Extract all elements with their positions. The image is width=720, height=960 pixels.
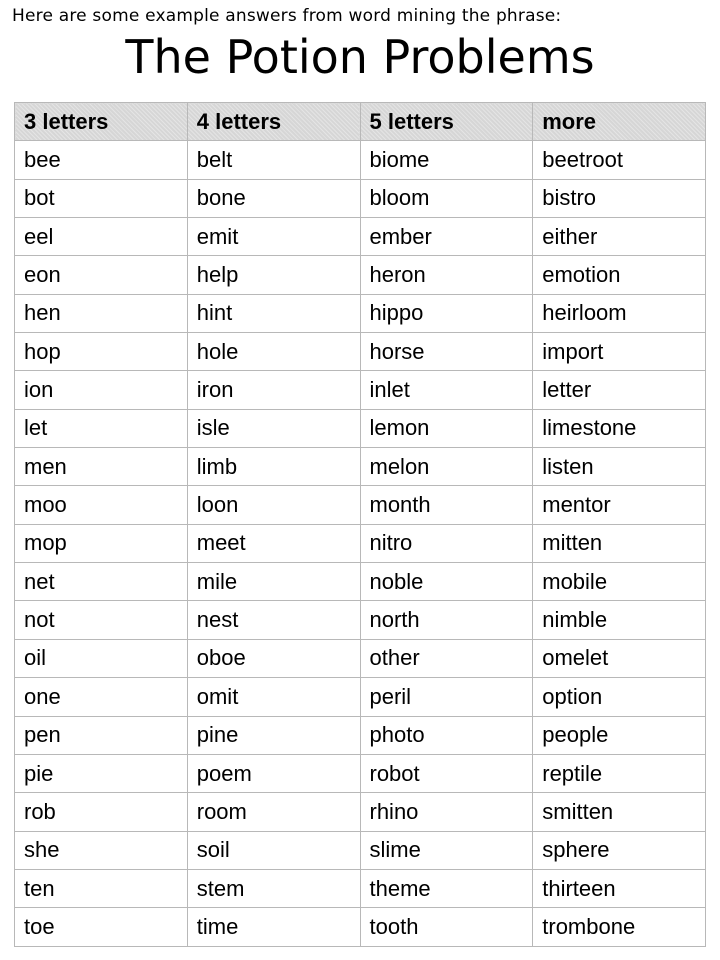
table-row [15,831,706,869]
table-row [15,639,706,677]
4-letter-word-cell: hint [187,294,360,332]
4-letter-word-cell: room [187,793,360,831]
table-row [15,908,706,946]
table-row [15,294,706,332]
longer-word-cell: thirteen [533,869,706,907]
5-letter-word-cell: other [360,639,533,677]
4-letter-word-cell: hole [187,333,360,371]
4-letter-word-cell: bone [187,179,360,217]
3-letter-word-cell: one [15,678,188,716]
table-row [15,448,706,486]
5-letter-word-cell: horse [360,333,533,371]
longer-word-cell: either [533,218,706,256]
3-letter-word-cell: oil [15,639,188,677]
table-row [15,524,706,562]
3-letter-word-cell: ion [15,371,188,409]
longer-word-cell: option [533,678,706,716]
longer-word-cell: reptile [533,754,706,792]
table-row [15,218,706,256]
5-letter-word-cell: north [360,601,533,639]
intro-text: Here are some example answers from word mining the phrase: [12,6,562,26]
table-row [15,141,706,179]
longer-word-cell: nimble [533,601,706,639]
word-table [14,102,706,947]
3-letter-word-cell: rob [15,793,188,831]
3-letter-word-cell: men [15,448,188,486]
table-header-row [15,103,706,141]
4-letter-word-cell: poem [187,754,360,792]
longer-word-cell: listen [533,448,706,486]
longer-word-cell: mitten [533,524,706,562]
table-row [15,179,706,217]
4-letter-word-cell: pine [187,716,360,754]
longer-word-cell: heirloom [533,294,706,332]
4-letter-word-cell: time [187,908,360,946]
3-letter-word-cell: mop [15,524,188,562]
3-letter-word-cell: net [15,563,188,601]
table-row [15,754,706,792]
3-letter-word-cell: toe [15,908,188,946]
4-letter-word-cell: soil [187,831,360,869]
5-letter-word-cell: peril [360,678,533,716]
5-letter-word-cell: photo [360,716,533,754]
3-letter-word-cell: pie [15,754,188,792]
3-letter-word-cell: hen [15,294,188,332]
5-letter-word-cell: ember [360,218,533,256]
4-letter-word-cell: limb [187,448,360,486]
5-letter-word-cell: tooth [360,908,533,946]
table-row [15,869,706,907]
5-letter-word-cell: month [360,486,533,524]
longer-word-cell: sphere [533,831,706,869]
5-letter-word-cell: rhino [360,793,533,831]
4-letter-word-cell: loon [187,486,360,524]
3-letter-word-cell: ten [15,869,188,907]
3-letter-word-cell: moo [15,486,188,524]
column-header-4-letters: 4 letters [187,103,360,141]
5-letter-word-cell: biome [360,141,533,179]
longer-word-cell: bistro [533,179,706,217]
table-row [15,333,706,371]
4-letter-word-cell: help [187,256,360,294]
table-row [15,256,706,294]
table-row [15,563,706,601]
table-row [15,409,706,447]
table-row [15,793,706,831]
table-row [15,371,706,409]
5-letter-word-cell: robot [360,754,533,792]
table-row [15,486,706,524]
page-title: The Potion Problems [125,30,595,84]
5-letter-word-cell: lemon [360,409,533,447]
longer-word-cell: mobile [533,563,706,601]
5-letter-word-cell: slime [360,831,533,869]
4-letter-word-cell: isle [187,409,360,447]
3-letter-word-cell: let [15,409,188,447]
longer-word-cell: limestone [533,409,706,447]
3-letter-word-cell: not [15,601,188,639]
longer-word-cell: import [533,333,706,371]
3-letter-word-cell: she [15,831,188,869]
3-letter-word-cell: eel [15,218,188,256]
4-letter-word-cell: iron [187,371,360,409]
5-letter-word-cell: bloom [360,179,533,217]
longer-word-cell: omelet [533,639,706,677]
table-row [15,716,706,754]
column-header-more: more [533,103,706,141]
3-letter-word-cell: pen [15,716,188,754]
4-letter-word-cell: belt [187,141,360,179]
3-letter-word-cell: bot [15,179,188,217]
3-letter-word-cell: eon [15,256,188,294]
4-letter-word-cell: emit [187,218,360,256]
table-row [15,601,706,639]
4-letter-word-cell: nest [187,601,360,639]
longer-word-cell: mentor [533,486,706,524]
4-letter-word-cell: omit [187,678,360,716]
4-letter-word-cell: stem [187,869,360,907]
word-table-body [15,141,706,946]
3-letter-word-cell: bee [15,141,188,179]
4-letter-word-cell: mile [187,563,360,601]
column-header-5-letters: 5 letters [360,103,533,141]
5-letter-word-cell: noble [360,563,533,601]
longer-word-cell: smitten [533,793,706,831]
5-letter-word-cell: nitro [360,524,533,562]
3-letter-word-cell: hop [15,333,188,371]
longer-word-cell: letter [533,371,706,409]
4-letter-word-cell: oboe [187,639,360,677]
column-header-3-letters: 3 letters [15,103,188,141]
5-letter-word-cell: heron [360,256,533,294]
4-letter-word-cell: meet [187,524,360,562]
5-letter-word-cell: inlet [360,371,533,409]
longer-word-cell: people [533,716,706,754]
5-letter-word-cell: theme [360,869,533,907]
longer-word-cell: trombone [533,908,706,946]
longer-word-cell: beetroot [533,141,706,179]
longer-word-cell: emotion [533,256,706,294]
5-letter-word-cell: hippo [360,294,533,332]
5-letter-word-cell: melon [360,448,533,486]
table-row [15,678,706,716]
